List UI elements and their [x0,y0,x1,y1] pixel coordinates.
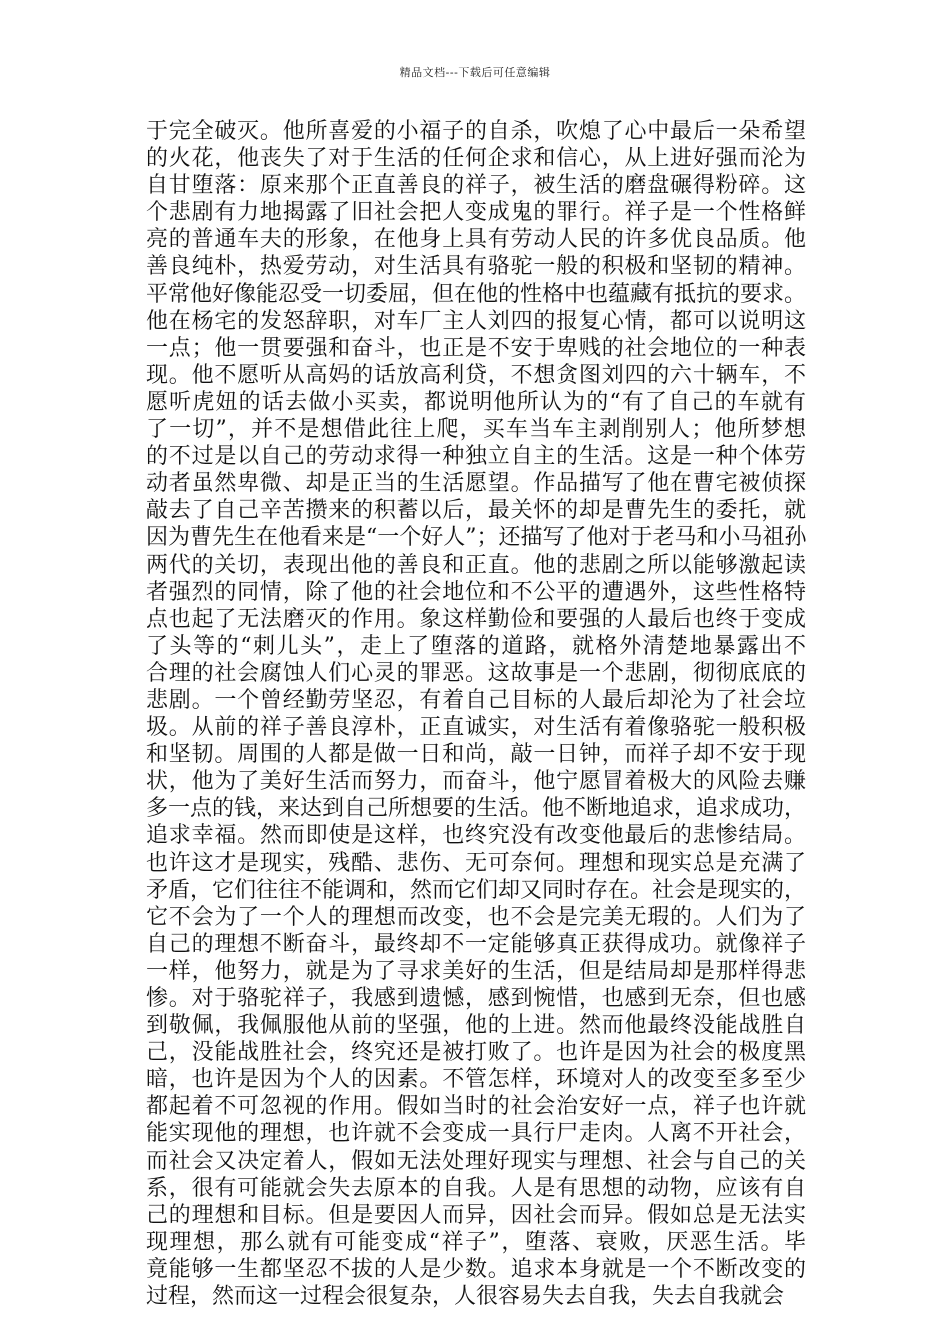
body-line: 亮的普通车夫的形象，在他身上具有劳动人民的许多优良品质。他 [146,227,806,253]
body-line: 个悲剧有力地揭露了旧社会把人变成鬼的罪行。祥子是一个性格鲜 [146,200,806,226]
body-line: 两代的关切，表现出他的善良和正直。他的悲剧之所以能够激起读 [146,552,806,578]
body-line: 系，很有可能就会失去原本的自我。人是有思想的动物，应该有自 [146,1175,806,1201]
body-line: 愿听虎妞的话去做小买卖，都说明他所认为的“有了自己的车就有 [146,389,806,415]
body-line: 能实现他的理想，也许就不会变成一具行尸走肉。人离不开社会， [146,1121,806,1147]
body-line: 到敬佩，我佩服他从前的坚强，他的上进。然而他最终没能战胜自 [146,1013,806,1039]
body-line: 矛盾，它们往往不能调和，然而它们却又同时存在。社会是现实的， [146,877,806,903]
body-line: 自甘堕落：原来那个正直善良的祥子，被生活的磨盘碾得粉碎。这 [146,173,806,199]
body-text [146,118,806,1310]
body-line: 一样，他努力，就是为了寻求美好的生活，但是结局却是那样得悲 [146,958,806,984]
body-line: 平常他好像能忍受一切委屈，但在他的性格中也蕴藏有抵抗的要求。 [146,281,806,307]
body-line: 了头等的“刺儿头”，走上了堕落的道路，就格外清楚地暴露出不 [146,633,806,659]
body-line: 竟能够一生都坚忍不拔的人是少数。追求本身就是一个不断改变的 [146,1256,806,1282]
body-line: 而社会又决定着人，假如无法处理好现实与理想、社会与自己的关 [146,1148,806,1174]
body-line: 善良纯朴，热爱劳动，对生活具有骆驼一般的积极和坚韧的精神。 [146,254,806,280]
body-line: 圾。从前的祥子善良淳朴，正直诚实，对生活有着像骆驼一般积极 [146,715,806,741]
body-line: 都起着不可忽视的作用。假如当时的社会治安好一点，祥子也许就 [146,1094,806,1120]
body-line: 于完全破灭。他所喜爱的小福子的自杀，吹熄了心中最后一朵希望 [146,119,806,144]
body-line: 追求幸福。然而即使是这样，也终究没有改变他最后的悲惨结局。 [146,823,806,849]
body-line: 己的理想和目标。但是要因人而异，因社会而异。假如总是无法实 [146,1202,806,1228]
body-line: 他在杨宅的发怒辞职，对车厂主人刘四的报复心情，都可以说明这 [146,308,806,334]
body-line: 的不过是以自己的劳动求得一种独立自主的生活。这是一种个体劳 [146,444,806,470]
body-line: 它不会为了一个人的理想而改变，也不会是完美无瑕的。人们为了 [146,904,806,930]
body-line: 一点；他一贯要强和奋斗，也正是不安于卑贱的社会地位的一种表 [146,335,806,361]
body-line: 了一切”，并不是想借此往上爬，买车当车主剥削别人；他所梦想 [146,417,806,443]
body-line: 动者虽然卑微、却是正当的生活愿望。作品描写了他在曹宅被侦探 [146,471,806,497]
body-line: 合理的社会腐蚀人们心灵的罪恶。这故事是一个悲剧，彻彻底底的 [146,660,806,686]
body-line: 过程，然而这一过程会很复杂，人很容易失去自我，失去自我就会 [146,1284,785,1310]
body-line: 惨。对于骆驼祥子，我感到遗憾，感到惋惜，也感到无奈，但也感 [146,986,806,1011]
body-line: 现理想，那么就有可能变成“祥子”，堕落、衰败，厌恶生活。毕 [146,1229,806,1255]
body-line: 现。他不愿听从高妈的话放高利贷，不想贪图刘四的六十辆车，不 [146,362,806,388]
body-line: 自己的理想不断奋斗，最终却不一定能够真正获得成功。就像祥子 [146,931,806,957]
page-header: 精品文档---下载后可任意编辑 [399,66,551,79]
body-line: 也许这才是现实，残酷、悲伤、无可奈何。理想和现实总是充满了 [146,850,806,876]
body-line: 状，他为了美好生活而努力，而奋斗，他宁愿冒着极大的风险去赚 [146,769,806,795]
body-line: 因为曹先生在他看来是“一个好人”；还描写了他对于老马和小马祖孙 [146,525,806,551]
body-line: 暗，也许是因为个人的因素。不管怎样，环境对人的改变至多至少 [146,1067,806,1093]
body-line: 悲剧。一个曾经勤劳坚忍，有着自己目标的人最后却沦为了社会垃 [146,687,806,713]
body-line: 多一点的钱，来达到自己所想要的生活。他不断地追求，追求成功， [146,796,806,822]
body-line: 点也起了无法磨灭的作用。象这样勤俭和要强的人最后也终于变成 [146,606,806,632]
body-line: 己，没能战胜社会，终究还是被打败了。也许是因为社会的极度黑 [146,1040,806,1066]
body-line: 的火花，他丧失了对于生活的任何企求和信心，从上进好强而沦为 [146,146,806,172]
body-line: 敲去了自己辛苦攒来的积蓄以后，最关怀的却是曹先生的委托，就 [146,498,806,524]
body-line: 和坚韧。周围的人都是做一日和尚，敲一日钟，而祥子却不安于现 [146,742,806,768]
body-line: 者强烈的同情，除了他的社会地位和不公平的遭遇外，这些性格特 [146,579,806,605]
